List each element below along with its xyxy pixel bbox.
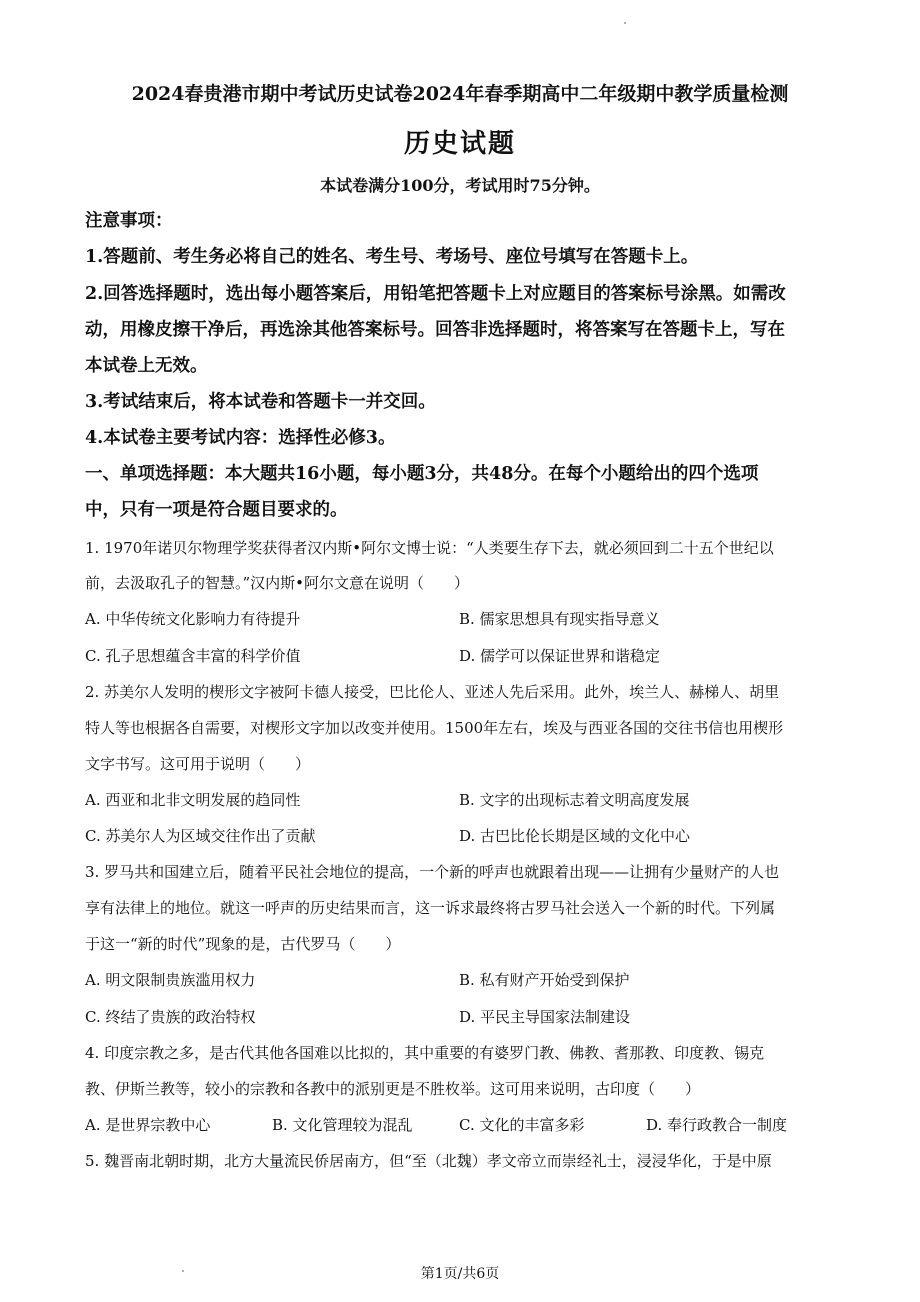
q4-stem-line-1: 4. 印度宗教之多，是古代其他各国难以比拟的，其中重要的有婆罗门教、佛教、耆那教、印度教、锡克: [85, 1044, 765, 1062]
q1-option-b: B. 儒家思想具有现实指导意义: [459, 610, 660, 628]
notice-heading: 注意事项：: [85, 211, 173, 231]
q3-stem-line-2: 享有法律上的地位。就这一呼声的历史结果而言，这一诉求最终将古罗马社会送入一个新的时代。下列属: [85, 899, 776, 917]
page-title: 历史试题: [403, 129, 516, 159]
notice-item-3: 3.考试结束后，将本试卷和答题卡一并交回。: [85, 392, 436, 412]
scan-speck: [182, 1270, 184, 1272]
q3-option-d: D. 平民主导国家法制建设: [459, 1008, 631, 1026]
notice-item-2-line-1: 2.回答选择题时，选出每小题答案后，用铅笔把答题卡上对应题目的答案标号涂黑。如需改: [85, 284, 786, 304]
q2-option-c: C. 苏美尔人为区域交往作出了贡献: [85, 827, 316, 845]
q4-option-d: D. 奉行政教合一制度: [646, 1116, 788, 1134]
q4-option-b: B. 文化管理较为混乱: [272, 1116, 413, 1134]
exam-subtitle: 本试卷满分100分，考试用时75分钟。: [320, 176, 600, 195]
notice-item-2-line-3: 本试卷上无效。: [85, 356, 208, 376]
q1-stem-line-1: 1. 1970年诺贝尔物理学奖获得者汉内斯•阿尔文博士说：“人类要生存下去，就必须回到二十五个世纪以: [85, 539, 774, 557]
exam-header: 2024春贵港市期中考试历史试卷2024年春季期高中二年级期中教学质量检测: [131, 83, 789, 105]
notice-item-2-line-2: 动，用橡皮擦干净后，再选涂其他答案标号。回答非选择题时，将答案写在答题卡上，写在: [85, 320, 785, 340]
section-heading-line-2: 中，只有一项是符合题目要求的。: [85, 500, 348, 520]
q3-stem-line-3: 于这一“新的时代”现象的是，古代罗马（ ）: [85, 935, 401, 953]
q1-option-d: D. 儒学可以保证世界和谐稳定: [459, 647, 661, 665]
scan-speck: [624, 22, 626, 24]
q3-stem-line-1: 3. 罗马共和国建立后，随着平民社会地位的提高，一个新的呼声也就跟着出现——让拥有少量财产的人也: [85, 863, 780, 881]
q1-stem-line-2: 前，去汲取孔子的智慧。”汉内斯•阿尔文意在说明（ ）: [85, 574, 470, 592]
notice-item-1: 1.答题前、考生务必将自己的姓名、考生号、考场号、座位号填写在答题卡上。: [85, 247, 699, 267]
q2-option-d: D. 古巴比伦长期是区域的文化中心: [459, 827, 691, 845]
q1-option-a: A. 中华传统文化影响力有待提升: [85, 610, 301, 628]
section-heading-line-1: 一、单项选择题：本大题共16小题，每小题3分，共48分。在每个小题给出的四个选项: [85, 464, 759, 484]
notice-item-4: 4.本试卷主要考试内容：选择性必修3。: [85, 428, 396, 448]
page-number: 第1页/共6页: [420, 1266, 500, 1282]
q2-stem-line-3: 文字书写。这可用于说明（ ）: [85, 755, 311, 773]
q3-option-c: C. 终结了贵族的政治特权: [85, 1008, 256, 1026]
q2-option-b: B. 文字的出现标志着文明高度发展: [459, 791, 690, 809]
q2-stem-line-2: 特人等也根据各自需要，对楔形文字加以改变并使用。1500年左右，埃及与西亚各国的交往书信也用楔形: [85, 719, 784, 737]
q4-stem-line-2: 教、伊斯兰教等，较小的宗教和各教中的派别更是不胜枚举。这可用来说明，古印度（ ）: [85, 1080, 701, 1098]
q3-option-b: B. 私有财产开始受到保护: [459, 971, 630, 989]
q2-stem-line-1: 2. 苏美尔人发明的楔形文字被阿卡德人接受，巴比伦人、亚述人先后采用。此外，埃兰人、赫梯人、胡里: [85, 683, 780, 701]
q3-option-a: A. 明文限制贵族滥用权力: [85, 971, 256, 989]
q4-option-c: C. 文化的丰富多彩: [459, 1116, 585, 1134]
q1-option-c: C. 孔子思想蕴含丰富的科学价值: [85, 647, 301, 665]
q4-option-a: A. 是世界宗教中心: [85, 1116, 211, 1134]
q2-option-a: A. 西亚和北非文明发展的趋同性: [85, 791, 301, 809]
q5-stem-line-1: 5. 魏晋南北朝时期，北方大量流民侨居南方，但“至（北魏）孝文帝立而崇经礼士，浸浸华化，于是中原: [85, 1152, 772, 1170]
